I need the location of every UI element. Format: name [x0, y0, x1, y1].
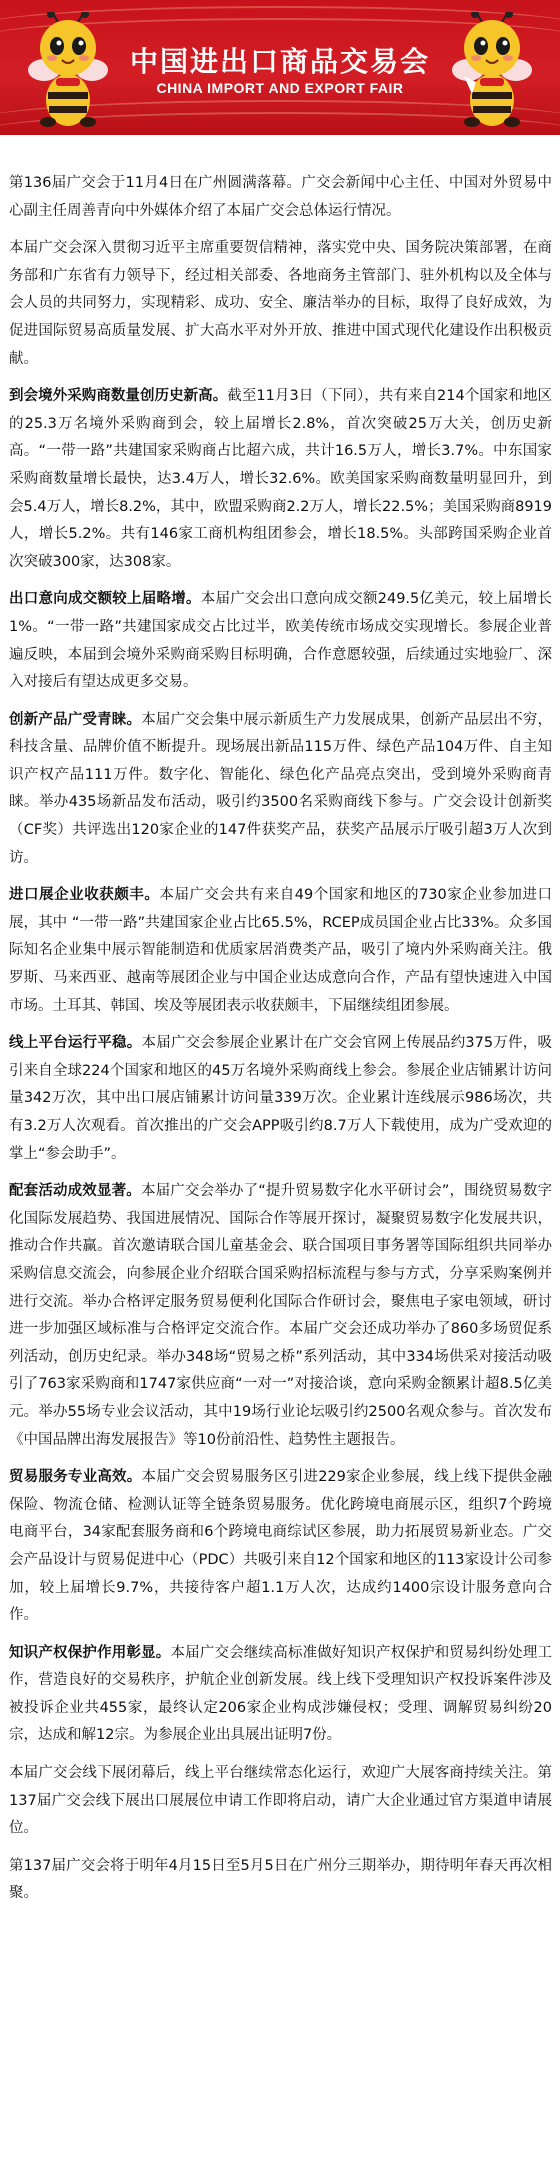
paragraph-heading: 到会境外采购商数量创历史新高。: [9, 388, 228, 405]
paragraph-heading: 配套活动成效显著。: [9, 1183, 141, 1200]
article-paragraph: [9, 707, 552, 873]
article-paragraph: [9, 1030, 552, 1168]
paragraph-heading: 创新产品广受青睐。: [9, 711, 142, 728]
article-paragraph: [9, 1464, 552, 1630]
bee-mascot-icon: [446, 12, 538, 132]
paragraph-text: 本届广交会贸易服务区引进229家企业参展，线上线下提供金融保险、物流仓储、检测认证等全链条贸易服务。优化跨境电商展示区，组织7个跨境电商平台，34家配套服务商和6个跨境电商综试区参展，助力拓展贸易新业态。广交会产品设计与贸易促进中心（PDC）共吸引来自12个国家和地区的113家设计公司参加，较上届增长9.7%，共接待客户超1.1万人次，达成约1400宗设计服务意向合作。: [9, 1469, 552, 1624]
article-body: [0, 135, 560, 2162]
paragraph-heading: 出口意向成交额较上届略增。: [9, 591, 201, 608]
article-paragraph: [9, 235, 552, 373]
paragraph-text: 本届广交会参展企业累计在广交会官网上传展品约375万件，吸引来自全球224个国家和地区的45万名境外采购商线上参会。参展企业店铺累计访问量342万次，其中出口展店铺累计访问量339万次。企业累计连线展示986场次，共有3.2万人次观看。首次推出的广交会APP吸引约8.7万人下载使用，成为广受欢迎的掌上“参会助手”。: [9, 1035, 552, 1162]
paragraph-text: 第137届广交会将于明年4月15日至5月5日在广州分三期举办，期待明年春天再次相聚。: [9, 1857, 552, 1902]
paragraph-heading: 贸易服务专业高效。: [9, 1469, 142, 1486]
article-paragraph: [9, 882, 552, 1020]
bee-mascot-icon: [22, 12, 114, 132]
article-paragraph: [9, 586, 552, 696]
paragraph-text: 截至11月3日（下同），共有来自214个国家和地区的25.3万名境外采购商到会，较上届增长2.8%，首次突破25万大关，创历史新高。“一带一路”共建国家采购商占比超六成，共计16.5万人，增长3.7%。中东国家采购商数量增长最快，达3.4万人，增长32.6%。欧美国家采购商数量明显回升，到会5.4万人，增长8.2%，其中，欧盟采购商2.2万人，增长22.5%；美国采购商8919人，增长5.2%。共有146家工商机构组团参会，增长18.5%。头部跨国采购企业首次突破300家，达308家。: [9, 388, 553, 570]
paragraph-text: 本届广交会继续高标准做好知识产权保护和贸易纠纷处理工作，营造良好的交易秩序，护航企业创新发展。线上线下受理知识产权投诉案件涉及被投诉企业共455家，最终认定206家企业构成涉嫌侵权；受理、调解贸易纠纷20宗，达成和解12宗。为参展企业出具展出证明7份。: [9, 1644, 553, 1744]
paragraph-text: 本届广交会线下展闭幕后，线上平台继续常态化运行，欢迎广大展客商持续关注。第137届广交会线下展出口展展位申请工作即将启动，请广大企业通过官方渠道申请展位。: [9, 1765, 552, 1837]
article-paragraph: [9, 1853, 552, 1908]
article-paragraph: [9, 383, 552, 576]
fair-title-chinese: 中国进出口商品交易会: [129, 45, 430, 78]
article-paragraph: [9, 1640, 552, 1750]
article-paragraph: [9, 1178, 552, 1454]
paragraph-heading: 线上平台运行平稳。: [9, 1035, 142, 1052]
paragraph-text: 本届广交会集中展示新质生产力发展成果，创新产品层出不穷，科技含量、品牌价值不断提升。现场展出新品115万件、绿色产品104万件、自主知识产权产品111万件。数字化、智能化、绿色化产品亮点突出，受到境外采购商青睐。举办435场新品发布活动，吸引约3500名采购商线下参与。广交会设计创新奖（CF奖）共评选出120家企业的147件获奖产品，获奖产品展示厅吸引超3万人次到访。: [9, 711, 552, 866]
article-paragraph: [9, 170, 552, 225]
fair-title-english: CHINA IMPORT AND EXPORT FAIR: [156, 80, 404, 96]
header-banner: [0, 0, 560, 135]
paragraph-heading: 进口展企业收获颇丰。: [9, 887, 160, 904]
paragraph-text: 本届广交会出口意向成交额249.5亿美元，较上届增长1%。“一带一路”共建国家成交占比过半，欧美传统市场成交实现增长。参展企业普遍反映，本届到会境外采购商采购目标明确，合作意愿较强，后续通过实地验厂、深入对接后有望达成更多交易。: [9, 591, 552, 691]
paragraph-text: 第136届广交会于11月4日在广州圆满落幕。广交会新闻中心主任、中国对外贸易中心副主任周善青向中外媒体介绍了本届广交会总体运行情况。: [9, 175, 552, 219]
paragraph-text: 本届广交会举办了“提升贸易数字化水平研讨会”，围绕贸易数字化国际发展趋势、我国进展情况、国际合作等展开探讨，凝聚贸易数字化发展共识，推动合作共赢。首次邀请联合国儿童基金会、联合国项目事务署等国际组织共同举办采购信息交流会，向参展企业介绍联合国采购招标流程与参与方式，分享采购案例并进行交流。举办合格评定服务贸易便利化国际合作研讨会，聚焦电子家电领域，研讨进一步加强区域标准与合格评定交流合作。本届广交会还成功举办了860多场贸促系列活动，创历史纪录。举办348场“贸易之桥”系列活动，其中334场供采对接活动吸引了763家采购商和1747家供应商“一对一”对接洽谈，意向采购金额累计超8.5亿美元。举办55场专业会议活动，其中19场行业论坛吸引约2500名观众参与。首次发布《中国品牌出海发展报告》等10份前沿性、趋势性主题报告。: [9, 1183, 552, 1448]
paragraph-text: 本届广交会共有来自49个国家和地区的730家企业参加进口展，其中 “一带一路”共建国家企业占比65.5%，RCEP成员国企业占比33%。众多国际知名企业集中展示智能制造和优质家居消费类产品，吸引了境内外采购商关注。俄罗斯、马来西亚、越南等展团企业与中国企业达成意向合作，产品有望快速进入中国市场。土耳其、韩国、埃及等展团表示收获颇丰，下届继续组团参展。: [9, 887, 553, 1014]
paragraph-text: 本届广交会深入贯彻习近平主席重要贺信精神，落实党中央、国务院决策部署，在商务部和广东省有力领导下，经过相关部委、各地商务主管部门、驻外机构以及全体与会人员的共同努力，实现精彩、成功、安全、廉洁举办的目标，取得了良好成效，为促进国际贸易高质量发展、扩大高水平对外开放、推进中国式现代化建设作出积极贡献。: [9, 240, 552, 367]
article-paragraph: [9, 1760, 552, 1843]
paragraph-heading: 知识产权保护作用彰显。: [9, 1644, 171, 1661]
